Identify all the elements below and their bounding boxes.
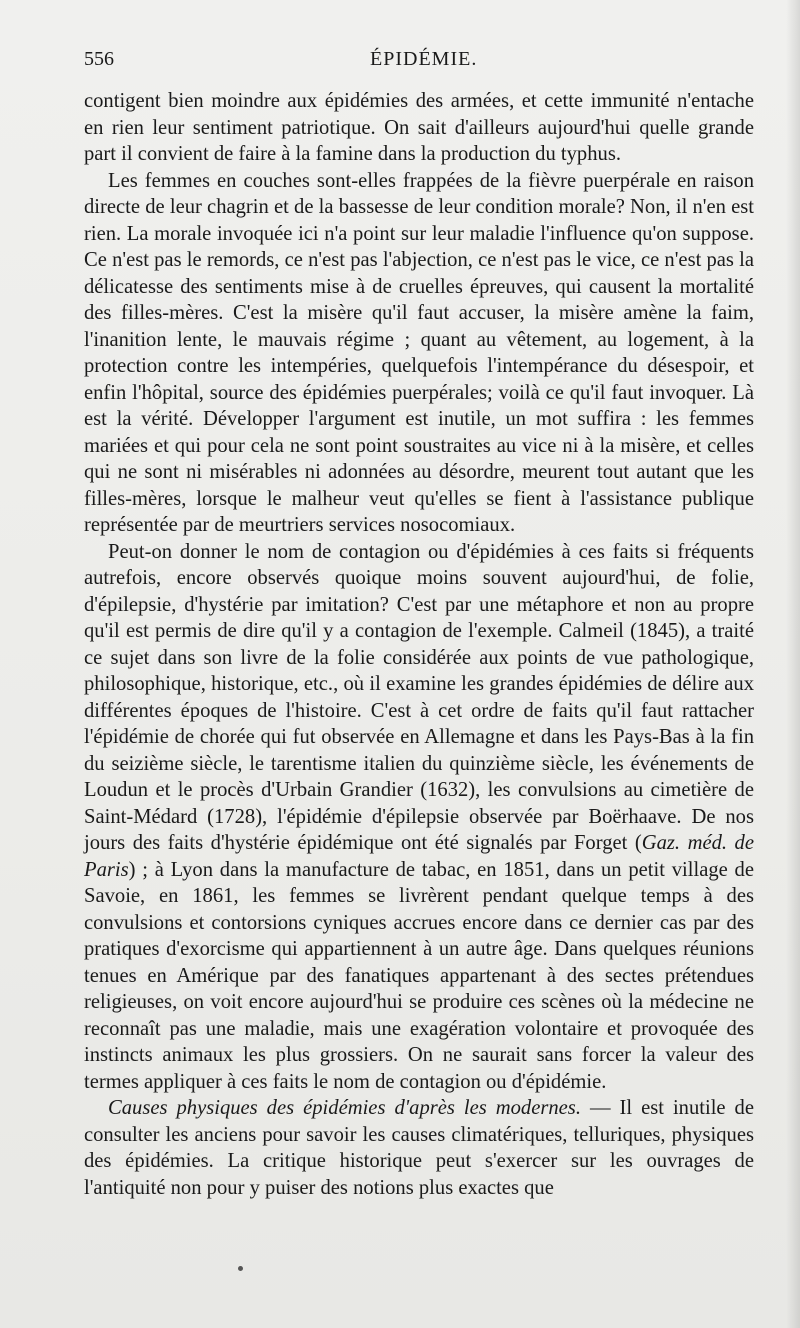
paragraph-text: Peut-on donner le nom de contagion ou d'épidémies à ces faits si fréquents autrefois, encore observés quoique moins souvent aujourd'hui, de folie, d'épilepsie, d'hystérie par imitation? C'est par une métaphore et non au propre qu'il est permis de dire qu'il y a contagion de l'exemple. Calmeil (1845), a traité ce sujet dans son livre de la folie considérée aux points de vue pathologique, philosophique, historique, etc., où il examine les grandes épidémies de délire aux différentes époques de l'histoire. C'est à cet ordre de faits qu'il faut rattacher l'épidémie de chorée qui fut observée en Allemagne et dans les Pays-Bas à la fin du seizième siècle, le tarentisme italien du quinzième siècle, les événements de Loudun et le procès d'Urbain Grandier (1632), les convulsions au cimetière de Saint-Médard (1728), l'épidémie d'épilepsie observée par Boërhaave. De nos jours des faits d'hystérie épidémique ont été signalés par Forget ( [84, 540, 754, 854]
running-title: ÉPIDÉMIE. [370, 48, 478, 70]
body-text [84, 88, 754, 1201]
paragraph-text: ) ; à Lyon dans la manufacture de tabac, en 1851, dans un petit village de Savoie, en 1861, les femmes se livrèrent pendant quelque temps à des convulsions et contorsions cyniques accrues encore dans ce dernier cas par des pratiques d'exorcisme qui appartiennent à un autre âge. Dans quelques réunions tenues en Amérique par des fanatiques appartenant à des sectes prétendues religieuses, on voit encore aujourd'hui se produire ces scènes où la médecine ne reconnaît pas une maladie, mais une exagération volontaire et provoquée des instincts animaux les plus grossiers. On ne saurait sans forcer la valeur des termes appliquer à ces faits le nom de contagion ou d'épidémie. [84, 858, 754, 1093]
page-edge-shadow [786, 0, 800, 1328]
paragraph-physical-causes [84, 1095, 754, 1201]
paragraph-continuation [84, 88, 754, 168]
paragraph-text: contigent bien moindre aux épidémies des armées, et cette immunité n'entache en rien leur sentiment patriotique. On sait d'ailleurs aujourd'hui quelle grande part il convient de faire à la famine dans la production du typhus. [84, 90, 754, 165]
section-heading-inline: Causes physiques des épidémies d'après les modernes. [108, 1097, 581, 1119]
paragraph-text: — Il est inutile de consulter les anciens pour savoir les causes climatériques, telluriques, physiques des épidémies. La critique historique peut s'exercer sur les ouvrages de l'antiquité non pour y puiser des notions plus exactes que [84, 1097, 754, 1199]
page-header [84, 48, 754, 78]
ink-speck [238, 1266, 243, 1271]
page-number: 556 [84, 48, 114, 70]
citation-journal: Gaz. méd. de Paris [84, 832, 754, 881]
paragraph-contagion-imitation [84, 539, 754, 1096]
paragraph-text: Les femmes en couches sont-elles frappées de la fièvre puerpérale en raison directe de leur chagrin et de la bassesse de leur condition morale? Non, il n'en est rien. La morale invoquée ici n'a point sur leur maladie l'influence qu'on suppose. Ce n'est pas le remords, ce n'est pas l'abjection, ce n'est pas le vice, ce n'est pas la délicatesse des sentiments mise à de cruelles épreuves, qui causent la mortalité des filles-mères. C'est la misère qu'il faut accuser, la misère amène la faim, l'inanition lente, le mauvais régime ; quant au vêtement, au logement, à la protection contre les intempéries, quelquefois l'intempérance du désespoir, et enfin l'hôpital, source des épidémies puerpérales; voilà ce qu'il faut invoquer. Là est la vérité. Développer l'argument est inutile, un mot suffira : les femmes mariées et qui pour cela ne sont point soustraites au vice ni à la misère, et celles qui ne sont ni misérables ni adonnées au désordre, meurent tout autant que les filles-mères, lorsque le malheur veut qu'elles se fient à l'assistance publique représentée par de meurtriers services nosocomiaux. [84, 169, 754, 536]
paragraph-puerperal-fever [84, 168, 754, 539]
